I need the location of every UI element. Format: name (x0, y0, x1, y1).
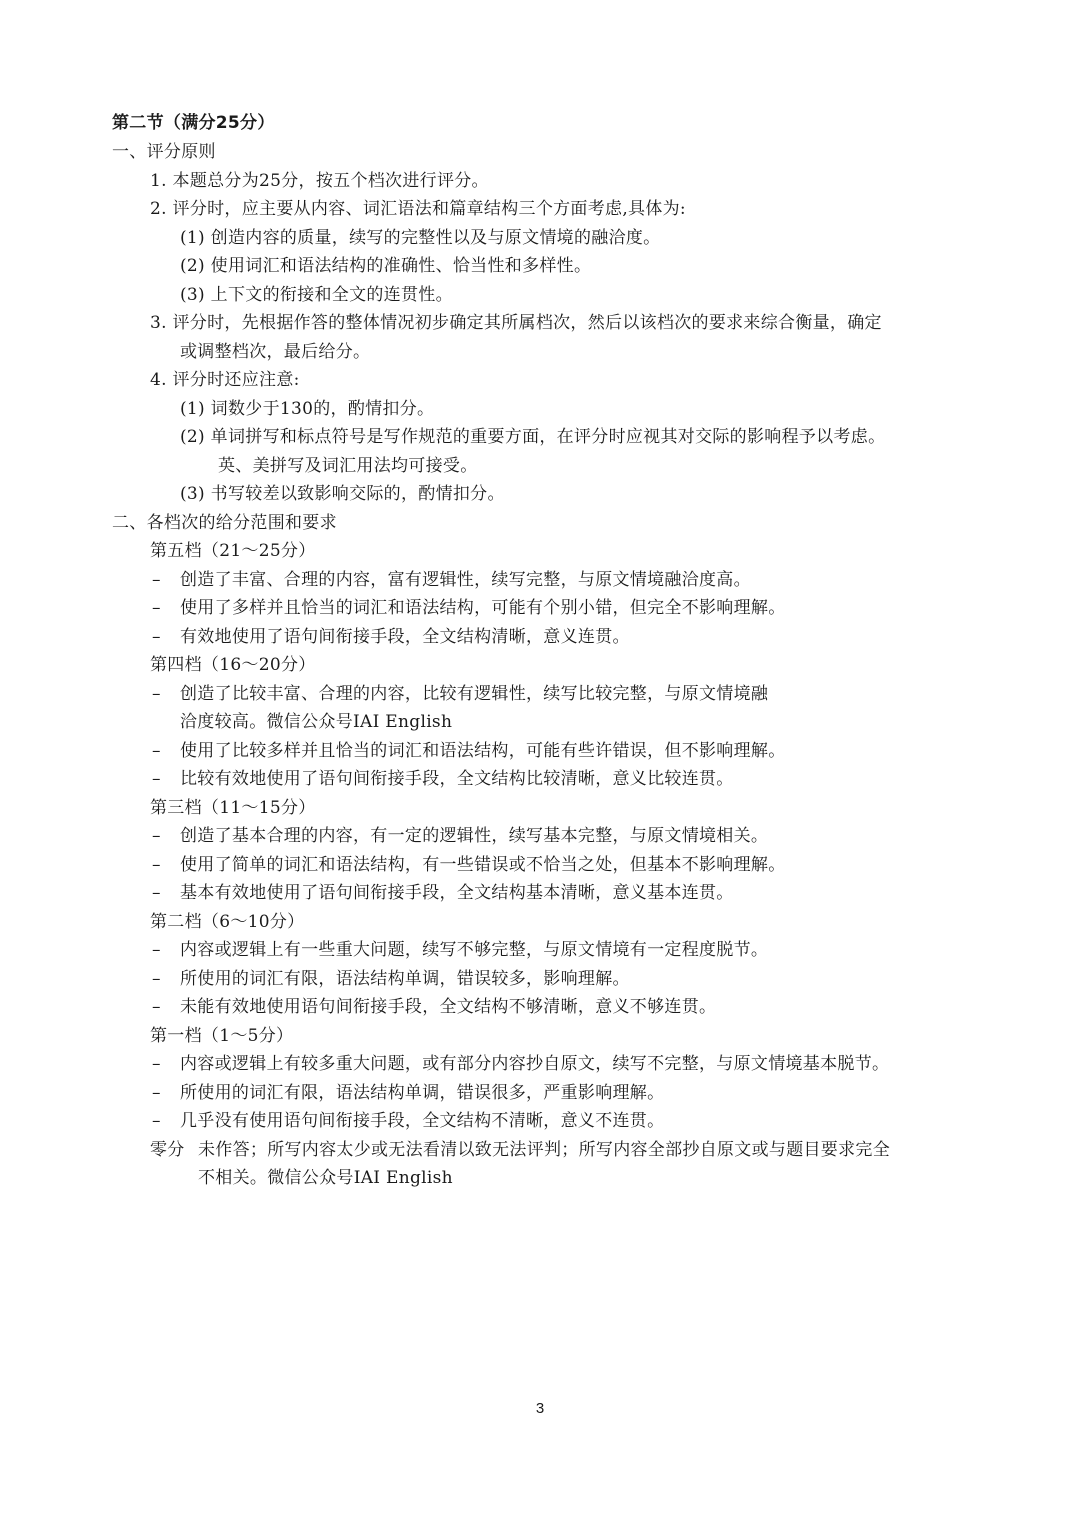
band-3-item-2: 使用了简单的词汇和语法结构，有一些错误或不恰当之处，但基本不影响理解。 (180, 855, 786, 875)
principle-2-sub-3: (3) 上下文的衔接和全文的连贯性。 (180, 285, 453, 305)
band-1-label: 第一档（1～5分） (150, 1026, 294, 1046)
band-1-item-3: 几乎没有使用语句间衔接手段，全文结构不清晰，意义不连贯。 (180, 1111, 665, 1131)
band-3-item-3: 基本有效地使用了语句间衔接手段，全文结构基本清晰，意义基本连贯。 (180, 883, 734, 903)
band-0-line-1: 未作答；所写内容太少或无法看清以致无法评判；所写内容全部抄自原文或与题目要求完全 (198, 1140, 890, 1160)
bullet-dash: – (152, 969, 161, 989)
principle-2: 2. 评分时，应主要从内容、词汇语法和篇章结构三个方面考虑,具体为: (150, 199, 686, 219)
principle-4-sub-2-line-2: 英、美拼写及词汇用法均可接受。 (218, 456, 478, 476)
band-5-label: 第五档（21～25分） (150, 541, 316, 561)
band-1-item-2: 所使用的词汇有限，语法结构单调，错误很多，严重影响理解。 (180, 1083, 665, 1103)
bullet-dash: – (152, 826, 161, 846)
band-0-line-2: 不相关。微信公众号IAI English (198, 1168, 453, 1188)
page-number: 3 (535, 1400, 545, 1417)
principle-4: 4. 评分时还应注意: (150, 370, 300, 390)
section-title: 第二节（满分25分） (112, 113, 275, 133)
principle-4-sub-2-line-1: (2) 单词拼写和标点符号是写作规范的重要方面，在评分时应视其对交际的影响程予以考虑。 (180, 427, 886, 447)
bullet-dash: – (152, 570, 161, 590)
band-4-item-1-line-2: 洽度较高。微信公众号IAI English (180, 712, 453, 732)
bullet-dash: – (152, 741, 161, 761)
bullet-dash: – (152, 997, 161, 1017)
band-5-item-1: 创造了丰富、合理的内容，富有逻辑性，续写完整，与原文情境融洽度高。 (180, 570, 751, 590)
principle-3-line-2: 或调整档次，最后给分。 (180, 342, 371, 362)
bullet-dash: – (152, 855, 161, 875)
band-2-item-3: 未能有效地使用语句间衔接手段，全文结构不够清晰，意义不够连贯。 (180, 997, 717, 1017)
principle-2-sub-2: (2) 使用词汇和语法结构的准确性、恰当性和多样性。 (180, 256, 592, 276)
band-5-item-3: 有效地使用了语句间衔接手段，全文结构清晰，意义连贯。 (180, 627, 630, 647)
band-4-item-3: 比较有效地使用了语句间衔接手段，全文结构比较清晰，意义比较连贯。 (180, 769, 734, 789)
bullet-dash: – (152, 684, 161, 704)
bullet-dash: – (152, 1083, 161, 1103)
bullet-dash: – (152, 627, 161, 647)
band-1-item-1: 内容或逻辑上有较多重大问题，或有部分内容抄自原文，续写不完整，与原文情境基本脱节。 (180, 1054, 890, 1074)
band-4-item-1-line-1: 创造了比较丰富、合理的内容，比较有逻辑性，续写比较完整，与原文情境融 (180, 684, 769, 704)
bullet-dash: – (152, 883, 161, 903)
band-2-item-2: 所使用的词汇有限，语法结构单调，错误较多，影响理解。 (180, 969, 630, 989)
bullet-dash: – (152, 769, 161, 789)
band-3-label: 第三档（11～15分） (150, 798, 316, 818)
principle-4-sub-3: (3) 书写较差以致影响交际的，酌情扣分。 (180, 484, 505, 504)
principle-4-sub-1: (1) 词数少于130的，酌情扣分。 (180, 399, 435, 419)
band-3-item-1: 创造了基本合理的内容，有一定的逻辑性，续写基本完整，与原文情境相关。 (180, 826, 769, 846)
principle-1: 1. 本题总分为25分，按五个档次进行评分。 (150, 171, 489, 191)
principle-3-line-1: 3. 评分时，先根据作答的整体情况初步确定其所属档次，然后以该档次的要求来综合衡量，确定 (150, 313, 882, 333)
principle-2-sub-1: (1) 创造内容的质量，续写的完整性以及与原文情境的融洽度。 (180, 228, 661, 248)
heading-score-bands: 二、各档次的给分范围和要求 (112, 513, 337, 533)
bullet-dash: – (152, 1111, 161, 1131)
band-2-label: 第二档（6～10分） (150, 912, 305, 932)
band-4-label: 第四档（16～20分） (150, 655, 316, 675)
band-2-item-1: 内容或逻辑上有一些重大问题，续写不够完整，与原文情境有一定程度脱节。 (180, 940, 769, 960)
bullet-dash: – (152, 940, 161, 960)
band-0-label: 零分 (150, 1140, 185, 1160)
heading-scoring-principles: 一、评分原则 (112, 142, 216, 162)
band-5-item-2: 使用了多样并且恰当的词汇和语法结构，可能有个别小错，但完全不影响理解。 (180, 598, 786, 618)
bullet-dash: – (152, 598, 161, 618)
band-4-item-2: 使用了比较多样并且恰当的词汇和语法结构，可能有些许错误，但不影响理解。 (180, 741, 786, 761)
bullet-dash: – (152, 1054, 161, 1074)
